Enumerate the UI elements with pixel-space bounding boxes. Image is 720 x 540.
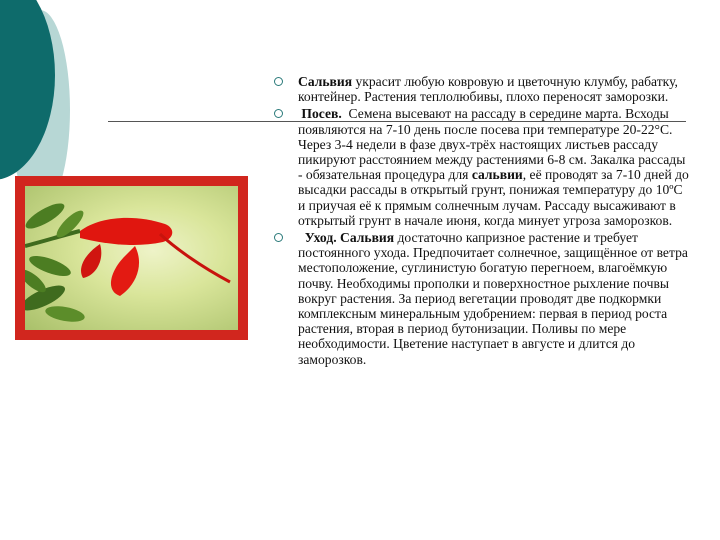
list-item <box>270 106 690 228</box>
item-title: Посев. <box>301 106 342 122</box>
list-item <box>270 230 690 367</box>
item-bold-word: сальвии <box>471 167 523 183</box>
salvia-flower-illustration <box>25 186 238 330</box>
item-lead <box>298 230 305 245</box>
item-title: Сальвия <box>298 74 353 89</box>
list-item <box>270 74 690 104</box>
item-text: Семена высевают на рассаду в середине марта. Всходы появляются на 7-10 день после посева при температуре 20-22°С. Через 3-4 недели в фазе двух-трёх настоящих листьев рассаду пикируют расстоянием между растениями 6-8 см. Закалка рассады - обязательная процедура для <box>298 106 689 183</box>
text-content <box>270 74 690 369</box>
bullet-circle-icon <box>274 77 283 86</box>
item-text: достаточно капризное растение и требует постоянного ухода. Предпочитает солнечное, защищённое от ветра местоположение, суглинистую богатую перегноем, влагоёмкую почву. Необходимы прополки и поверхностное рыхление почвы вокруг растения. За период вегетации проводят две подкормки комплексным минеральным удобрением: первая в период роста растения, вторая в период бутонизации. Поливы по мере необходимости. Цветение наступает в августе и длится до заморозков. <box>298 230 688 367</box>
salvia-photo <box>15 176 248 340</box>
bullet-circle-icon <box>274 233 283 242</box>
item-title: Уход. Сальвия <box>304 230 395 246</box>
bullet-circle-icon <box>274 109 283 118</box>
item-text-continued: , её проводят за 7-10 дней до высадки рассады в открытый грунт, понижая температуру до 10ºС и приучая её к прямым солнечным лучам. Рассаду высаживают в открытый грунт в начале июня, когда минует угроза заморозков. <box>298 167 689 228</box>
item-text: украсит любую ковровую и цветочную клумбу, рабатку, контейнер. Растения теплолюбивы, плохо переносят заморозки. <box>298 74 678 105</box>
